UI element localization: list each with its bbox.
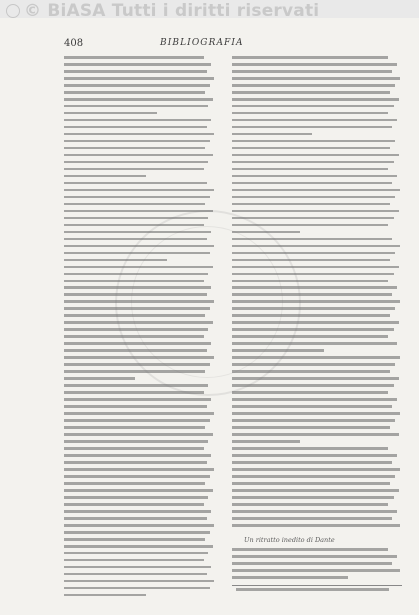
illegible-text-line — [64, 161, 208, 164]
illegible-text-line — [64, 231, 211, 234]
illegible-text-line — [232, 161, 394, 164]
illegible-text-line — [64, 224, 204, 227]
illegible-text-line — [64, 489, 213, 492]
illegible-text-line — [232, 349, 324, 352]
illegible-text-line — [232, 576, 348, 579]
illegible-text-line — [64, 594, 146, 597]
illegible-text-line — [64, 342, 211, 345]
illegible-text-line — [232, 342, 397, 345]
illegible-text-line — [232, 503, 388, 506]
illegible-text-line — [232, 524, 400, 527]
illegible-text-line — [232, 203, 390, 206]
illegible-text-line — [64, 321, 213, 324]
illegible-text-line — [232, 433, 399, 436]
illegible-text-line — [232, 217, 394, 220]
illegible-text-line — [64, 510, 211, 513]
illegible-text-line — [64, 63, 211, 66]
illegible-text-line — [64, 133, 214, 136]
illegible-text-line — [232, 196, 395, 199]
illegible-text-line — [64, 154, 213, 157]
illegible-text-line — [232, 91, 390, 94]
illegible-text-line — [232, 482, 390, 485]
illegible-text-line — [64, 147, 205, 150]
illegible-text-line — [232, 189, 400, 192]
illegible-text-line — [232, 133, 312, 136]
illegible-text-line — [64, 314, 205, 317]
illegible-text-line — [64, 335, 204, 338]
illegible-text-line — [232, 461, 392, 464]
illegible-text-line — [232, 224, 388, 227]
illegible-text-line — [232, 370, 390, 373]
footnote — [236, 588, 402, 595]
illegible-text-line — [232, 231, 300, 234]
illegible-text-line — [64, 454, 211, 457]
illegible-text-line — [232, 363, 395, 366]
illegible-text-line — [232, 286, 397, 289]
illegible-text-line — [64, 384, 208, 387]
illegible-text-line — [64, 426, 205, 429]
illegible-text-line — [64, 524, 214, 527]
illegible-text-line — [64, 412, 214, 415]
illegible-text-line — [64, 440, 208, 443]
right-column — [232, 56, 402, 531]
illegible-text-line — [64, 91, 205, 94]
illegible-text-line — [64, 419, 210, 422]
illegible-text-line — [64, 259, 167, 262]
left-column — [64, 56, 216, 601]
illegible-text-line — [232, 126, 392, 129]
illegible-text-line — [232, 391, 388, 394]
watermark-banner — [0, 0, 419, 21]
illegible-text-line — [232, 398, 397, 401]
illegible-text-line — [232, 510, 397, 513]
illegible-text-line — [64, 503, 204, 506]
illegible-text-line — [64, 377, 135, 380]
illegible-text-line — [64, 77, 214, 80]
illegible-text-line — [232, 426, 390, 429]
illegible-text-line — [232, 293, 392, 296]
illegible-text-line — [232, 280, 388, 283]
illegible-text-line — [64, 391, 204, 394]
illegible-text-line — [232, 468, 400, 471]
illegible-text-line — [64, 398, 211, 401]
illegible-text-line — [232, 238, 392, 241]
illegible-text-line — [64, 566, 211, 569]
illegible-text-line — [232, 517, 392, 520]
illegible-text-line — [232, 63, 397, 66]
illegible-text-line — [232, 314, 390, 317]
illegible-text-line — [232, 335, 388, 338]
copyright-icon — [6, 4, 20, 18]
illegible-text-line — [64, 84, 210, 87]
illegible-text-line — [64, 349, 207, 352]
illegible-text-line — [232, 405, 392, 408]
illegible-text-line — [64, 517, 207, 520]
illegible-text-line — [232, 168, 388, 171]
illegible-text-line — [232, 56, 388, 59]
illegible-text-line — [232, 440, 300, 443]
illegible-text-line — [232, 419, 395, 422]
illegible-text-line — [232, 273, 394, 276]
illegible-text-line — [64, 252, 210, 255]
footnote-rule — [232, 585, 402, 586]
illegible-text-line — [64, 140, 210, 143]
section-heading: Un ritratto inedito di Dante — [244, 536, 335, 544]
watermark-text: © BiASA Tutti i diritti riservati — [24, 1, 320, 21]
illegible-text-line — [64, 189, 214, 192]
illegible-text-line — [64, 496, 208, 499]
illegible-text-line — [232, 105, 394, 108]
illegible-text-line — [64, 126, 207, 129]
illegible-text-line — [64, 280, 204, 283]
illegible-text-line — [64, 182, 207, 185]
illegible-text-line — [64, 363, 210, 366]
illegible-text-line — [232, 321, 399, 324]
illegible-text-line — [232, 412, 400, 415]
illegible-text-line — [64, 70, 207, 73]
illegible-text-line — [232, 259, 390, 262]
illegible-text-line — [232, 489, 399, 492]
illegible-text-line — [232, 210, 399, 213]
illegible-text-line — [232, 175, 397, 178]
illegible-text-line — [232, 112, 388, 115]
illegible-text-line — [232, 182, 392, 185]
illegible-text-line — [64, 203, 205, 206]
illegible-text-line — [232, 475, 395, 478]
illegible-text-line — [64, 587, 210, 590]
illegible-text-line — [64, 356, 214, 359]
illegible-text-line — [232, 454, 397, 457]
illegible-text-line — [232, 447, 388, 450]
illegible-text-line — [64, 370, 205, 373]
illegible-text-line — [232, 384, 394, 387]
illegible-text-line — [64, 328, 208, 331]
page-number: 408 — [64, 38, 84, 49]
illegible-text-line — [64, 245, 214, 248]
illegible-text-line — [64, 105, 208, 108]
illegible-text-line — [64, 266, 213, 269]
illegible-text-line — [64, 307, 210, 310]
illegible-text-line — [64, 545, 213, 548]
illegible-text-line — [232, 555, 397, 558]
illegible-text-line — [236, 588, 389, 591]
illegible-text-line — [64, 112, 157, 115]
illegible-text-line — [64, 119, 211, 122]
illegible-text-line — [232, 562, 392, 565]
illegible-text-line — [232, 328, 394, 331]
illegible-text-line — [64, 531, 210, 534]
illegible-text-line — [64, 580, 214, 583]
illegible-text-line — [232, 252, 395, 255]
illegible-text-line — [64, 98, 213, 101]
illegible-text-line — [232, 147, 390, 150]
illegible-text-line — [232, 77, 400, 80]
illegible-text-line — [64, 559, 204, 562]
illegible-text-line — [64, 433, 213, 436]
right-column-after-heading — [232, 548, 402, 583]
illegible-text-line — [64, 461, 207, 464]
illegible-text-line — [64, 56, 204, 59]
illegible-text-line — [64, 300, 214, 303]
illegible-text-line — [64, 293, 207, 296]
illegible-text-line — [232, 98, 399, 101]
illegible-text-line — [64, 552, 208, 555]
illegible-text-line — [64, 238, 207, 241]
illegible-text-line — [64, 482, 205, 485]
illegible-text-line — [232, 140, 395, 143]
illegible-text-line — [64, 196, 210, 199]
illegible-text-line — [64, 210, 213, 213]
illegible-text-line — [232, 377, 399, 380]
illegible-text-line — [232, 307, 395, 310]
illegible-text-line — [64, 538, 205, 541]
illegible-text-line — [64, 447, 204, 450]
illegible-text-line — [232, 84, 395, 87]
illegible-text-line — [64, 468, 214, 471]
illegible-text-line — [64, 175, 146, 178]
illegible-text-line — [64, 217, 208, 220]
illegible-text-line — [64, 286, 211, 289]
illegible-text-line — [232, 245, 400, 248]
illegible-text-line — [232, 266, 399, 269]
illegible-text-line — [232, 356, 400, 359]
illegible-text-line — [64, 475, 210, 478]
illegible-text-line — [232, 119, 397, 122]
illegible-text-line — [232, 70, 392, 73]
illegible-text-line — [232, 154, 399, 157]
illegible-text-line — [64, 573, 207, 576]
running-head: BIBLIOGRAFIA — [160, 38, 244, 48]
illegible-text-line — [64, 405, 207, 408]
illegible-text-line — [232, 496, 394, 499]
illegible-text-line — [232, 548, 388, 551]
illegible-text-line — [232, 569, 400, 572]
illegible-text-line — [64, 168, 204, 171]
illegible-text-line — [64, 273, 208, 276]
illegible-text-line — [232, 300, 400, 303]
